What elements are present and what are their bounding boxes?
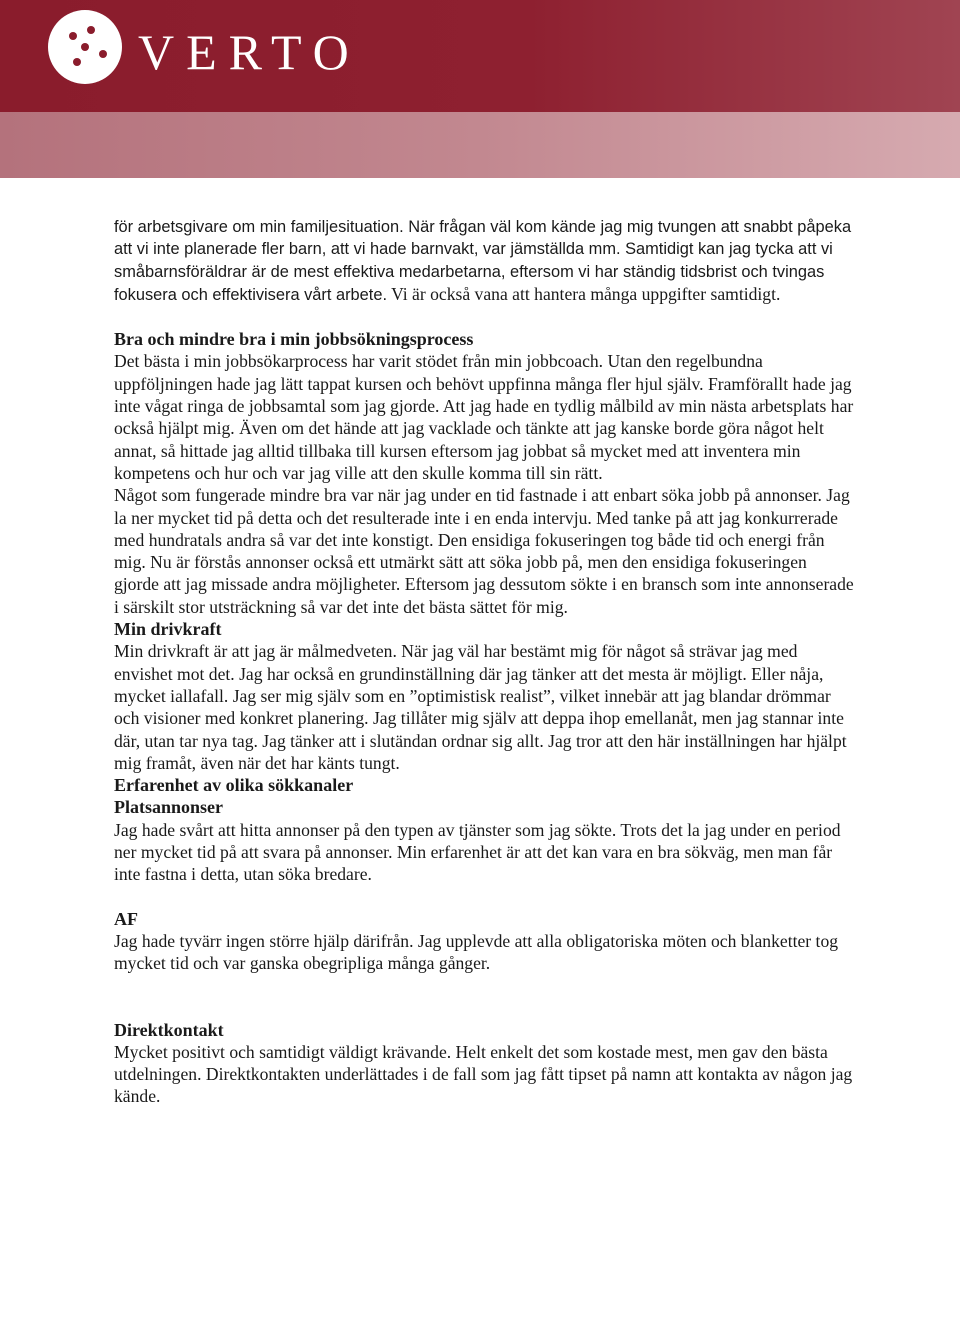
logo-dot (99, 50, 107, 58)
direktkontakt-paragraph: Mycket positivt och samtidigt väldigt krävande. Helt enkelt det som kostade mest, men gav den bästa utdelningen. Direktkontakten underlättades i de fall som jag fått tipset på namn att kontakta av någon jag kände. (114, 1041, 853, 1107)
logo-dot (81, 43, 89, 51)
logo-dot (73, 58, 81, 66)
document-body (114, 216, 854, 1108)
intro-text-serif: Vi är också vana att hantera många uppgifter samtidigt. (387, 283, 781, 304)
header-banner (0, 0, 960, 178)
platsannonser-paragraph: Jag hade svårt att hitta annonser på den typen av tjänster som jag sökte. Trots det la jag under en period ner mycket tid på att svara på annonser. Min erfarenhet är att det kan vara en bra sökväg, men man får inte fastna i detta, utan söka bredare. (114, 819, 841, 885)
subheading-platsannonser: Platsannonser (114, 797, 224, 818)
process-paragraph-1: Det bästa i min jobbsökarprocess har varit stödet från min jobbcoach. Utan den regelbundna uppföljningen hade jag lätt tappat kursen och behövt uppfinna många fler hjul själv. Framförallt hade jag inte vågat ringa de jobbsamtal som jag gjorde. Att jag hade en tydlig målbild av min nästa arbetsplats har också hjälpt mig. Även om det hände att jag vacklade och tänkte att jag kanske borde göra något helt annat, så hittade jag alltid tillbaka till kursen eftersom jag jobbat så mycket med att inventera min kompetens och hur och var jag ville att den skulle komma till sin rätt. (114, 351, 854, 483)
logo-dot (87, 26, 95, 34)
logo-dot (69, 32, 77, 40)
process-paragraph-2: Något som fungerade mindre bra var när jag under en tid fastnade i att enbart söka jobb på annonser. Jag la ner mycket tid på detta och det resulterade inte i en enda intervju. Med tanke på att jag konkurrerade med hundratals andra så var det inte konstigt. Den ensidiga fokuseringen tog både tid och energi från mig. Nu är förstås annonser också ett utmärkt sätt att söka jobb på, men den ensidiga fokuseringen gjorde att jag missade andra möjligheter. Eftersom jag dessutom sökte i en bransch som inte annonserade i särskilt stor utsträckning så var det inte det bästa sättet för mig. (114, 485, 854, 617)
af-paragraph: Jag hade tyvärr ingen större hjälp därifrån. Jag upplevde att alla obligatoriska möten och blanketter tog mycket tid och var ganska obegripliga många gånger. (114, 930, 839, 974)
heading-channels: Erfarenhet av olika sökkanaler (114, 775, 354, 796)
drive-paragraph: Min drivkraft är att jag är målmedveten. När jag väl har bestämt mig för något så strävar jag med envishet mot det. Jag har också en grundinställning där jag tänker att det mesta är möjligt. Eller nåja, mycket iallafall. Jag ser mig själv som en ”optimistisk realist”, vilket innebär att jag blandar drömmar och visioner med konkret planering. Jag tillåter mig själv att deppa ihop emellanåt, men jag stannar inte där, utan tar nya tag. Jag tänker att i slutändan ordnar sig allt. Jag tror att den här inställningen har hjälpt mig framåt, även när det har känts tungt. (114, 641, 847, 773)
verto-logo-icon (48, 10, 122, 84)
banner-bottom-band (0, 112, 960, 178)
heading-process: Bra och mindre bra i min jobbsökningsprocess (114, 329, 474, 350)
logo-wordmark: VERTO (138, 24, 361, 80)
subheading-direktkontakt: Direktkontakt (114, 1019, 224, 1040)
intro-paragraph (114, 216, 854, 306)
intro-text-sans: för arbetsgivare om min familjesituation. När frågan väl kom kände jag mig tvungen att snabbt påpeka att vi inte planerade fler barn, att vi hade barnvakt, var jämställda mm. Samtidigt kan jag tycka att vi småbarnsföräldrar är de mest effektiva medarbetarna, eftersom vi har ständig tidsbrist och tvingas fokusera och effektivisera vårt arbete. (114, 218, 852, 304)
heading-drive: Min drivkraft (114, 619, 222, 640)
subheading-af: AF (114, 908, 138, 929)
